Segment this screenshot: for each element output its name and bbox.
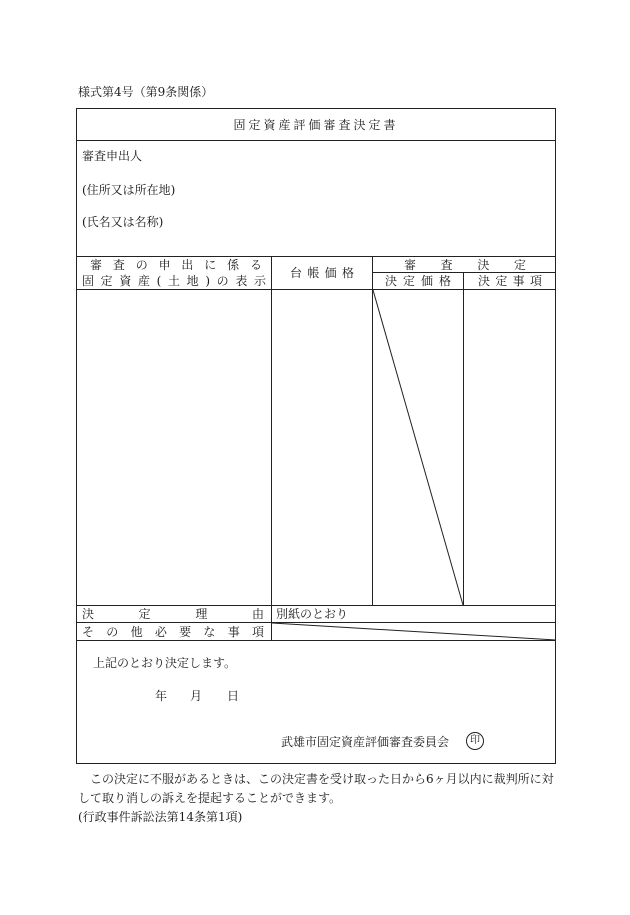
date-year: 年 [155,689,168,703]
reason-label: 決定理由 [82,607,264,621]
col-divider-ledger [372,256,373,605]
decision-statement: 上記のとおり決定します。 [93,656,237,670]
applicant-divider [76,256,556,257]
property-header-line1: 審査の申出に係る [90,258,262,272]
col-divider-decision [463,272,464,605]
other-row-top [76,622,556,623]
date-day: 日 [227,689,240,703]
reason-value: 別紙のとおり [276,607,349,621]
applicant-label: 審査申出人 [82,149,143,163]
notice-line2: して取り消しの訴えを提起することができます。 [78,791,342,805]
address-label: (住所又は所在地) [82,183,176,197]
decision-header: 審査決定 [404,258,526,272]
name-label: (氏名又は名称) [82,215,164,229]
notice-law: (行政事件訴訟法第14条第1項) [78,810,243,824]
other-row-bottom [76,640,556,641]
decision-subheader-divider [372,272,556,273]
committee-name: 武雄市固定資産評価審査委員会 [281,735,450,749]
reason-row-top [76,605,556,606]
decision-price-header: 決定価格 [385,274,451,288]
seal-mark: 印 [466,732,484,750]
other-label: その他必要な事項 [82,625,264,639]
title-divider [76,140,556,141]
form-title: 固定資産評価審査決定書 [233,118,399,132]
form-number: 様式第4号（第9条関係） [78,85,214,99]
notice-line1: この決定に不服があるときは、この決定書を受け取った日から6ヶ月以内に裁判所に対 [90,772,554,786]
property-header-line2: 固定資産(土地)の表示 [82,274,266,288]
decision-matter-header: 決定事項 [478,274,542,288]
ledger-price-header: 台帳価格 [290,266,354,280]
date-month: 月 [190,689,203,703]
col-divider-property [271,256,272,640]
table-header-divider [76,289,556,290]
